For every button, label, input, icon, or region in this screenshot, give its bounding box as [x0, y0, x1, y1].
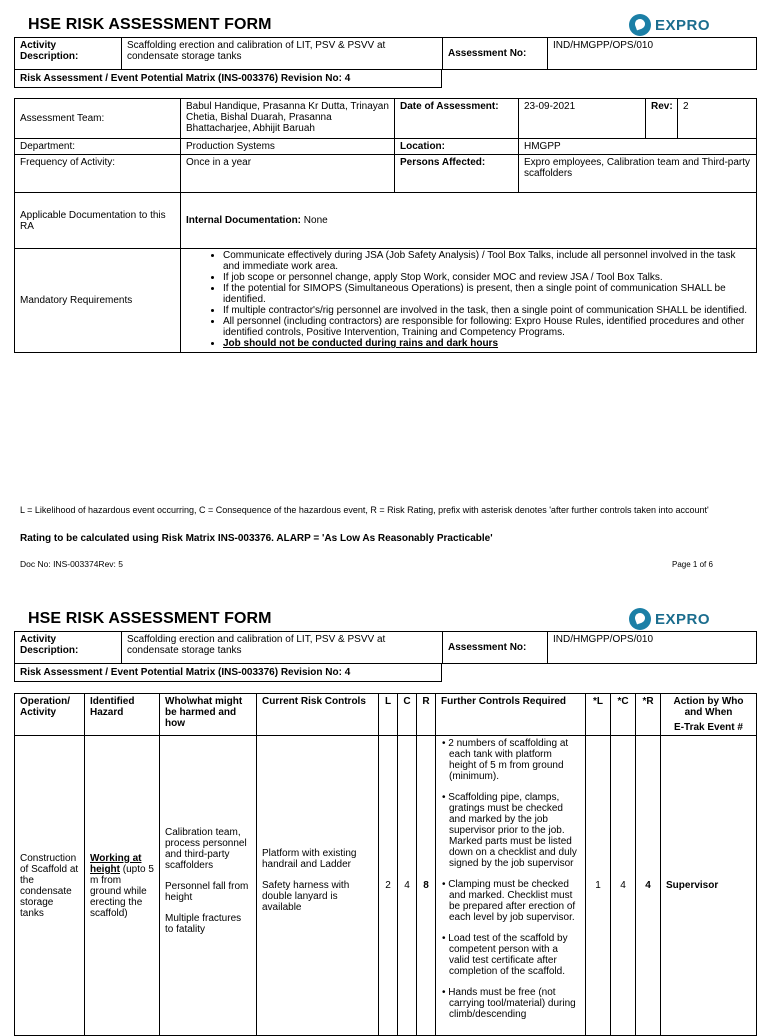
row-further	[436, 736, 586, 1036]
location-label: Location:	[395, 139, 519, 155]
row-controls	[257, 736, 379, 1036]
rev-value: 2	[678, 99, 757, 139]
col-operation: Operation/ Activity	[15, 694, 85, 736]
date-value: 23-09-2021	[519, 99, 646, 139]
persons-label: Persons Affected:	[395, 155, 519, 193]
row-l-after: 1	[586, 736, 611, 1036]
matrix-line-table	[14, 69, 442, 88]
activity-value: Scaffolding erection and calibration of LIT, PSV & PSVV at condensate storage tanks	[122, 38, 443, 70]
department-label: Department:	[15, 139, 181, 155]
further-item: • Clamping must be checked and marked. Checklist must be prepared after erection of each level by job supervisor.	[442, 879, 576, 923]
row-c: 4	[398, 736, 417, 1036]
col-c: C	[398, 694, 417, 736]
further-item-text: Hands must be free (not carrying tool/material) during climb/descending	[448, 987, 576, 1020]
legend-line: L = Likelihood of hazardous event occurring, C = Consequence of the hazardous event, R = Risk Rating, prefix with asterisk denotes 'after further controls taken into account'	[20, 505, 709, 515]
col-further: Further Controls Required	[436, 694, 586, 736]
activity-label: Activity Description:	[15, 38, 122, 70]
assessment-no-label: Assessment No:	[443, 632, 548, 664]
activity-header-table-page2	[14, 631, 757, 664]
page-number: Page 1 of 6	[672, 560, 713, 569]
col-who: Who\what might be harmed and how	[160, 694, 257, 736]
hazard-detail: (upto 5 m from ground while erecting the scaffold)	[90, 863, 154, 919]
assessment-info-table	[14, 98, 757, 353]
activity-header-table	[14, 37, 757, 70]
mandatory-item: • If the potential for SIMOPS (Simultaneous Operations) is present, then a single point of communication SHALL be identified.	[223, 283, 752, 305]
mandatory-cell	[181, 249, 757, 353]
further-item: • Hands must be free (not carrying tool/material) during climb/descending	[442, 987, 576, 1020]
assessment-no-value: IND/HMGPP/OPS/010	[548, 38, 757, 70]
rev-label: Rev:	[646, 99, 678, 139]
frequency-label: Frequency of Activity:	[15, 155, 181, 193]
col-r-after: *R	[636, 694, 661, 736]
mandatory-item: • Communicate effectively during JSA (Job Safety Analysis) / Tool Box Talks, include all personnel involved in the task and immediate work area.	[223, 250, 752, 272]
row-r-after: 4	[636, 736, 661, 1036]
mandatory-item-rains: • Job should not be conducted during rains and dark hours	[223, 338, 752, 349]
further-item-text: Clamping must be checked and marked. Checklist must be prepared after erection of each level by job supervisor.	[448, 879, 576, 923]
row-r: 8	[417, 736, 436, 1036]
row-l: 2	[379, 736, 398, 1036]
docs-label: Applicable Documentation to this RA	[15, 193, 181, 249]
row-who	[160, 736, 257, 1036]
row-action: Supervisor	[661, 736, 757, 1036]
form-title-page2: HSE RISK ASSESSMENT FORM	[28, 610, 272, 627]
assessment-no-label: Assessment No:	[443, 38, 548, 70]
who-item: Multiple fractures to fatality	[165, 912, 242, 935]
mandatory-item: • If multiple contractor's/rig personnel are involved in the task, then a single point of communication SHALL be identified.	[223, 305, 752, 316]
control-item: Platform with existing handrail and Ladder	[262, 848, 357, 870]
matrix-line: Risk Assessment / Event Potential Matrix (INS-003376) Revision No: 4	[15, 664, 442, 682]
row-c-after: 4	[611, 736, 636, 1036]
expro-logo-icon	[629, 14, 651, 36]
col-c-after: *C	[611, 694, 636, 736]
internal-doc-value: None	[303, 215, 328, 226]
form-title: HSE RISK ASSESSMENT FORM	[28, 16, 272, 33]
expro-logo	[629, 14, 710, 36]
department-value: Production Systems	[181, 139, 395, 155]
frequency-value: Once in a year	[181, 155, 395, 193]
mandatory-list	[185, 250, 752, 349]
col-l: L	[379, 694, 398, 736]
further-item-text: 2 numbers of scaffolding at each tank with platform height of 5 m from ground (minimum).	[448, 738, 569, 782]
who-item: Personnel fall from height	[165, 880, 249, 903]
col-controls: Current Risk Controls	[257, 694, 379, 736]
location-value: HMGPP	[519, 139, 757, 155]
mandatory-item: • If job scope or personnel change, apply Stop Work, consider MOC and review JSA / Tool Box Talks.	[223, 272, 752, 283]
date-label: Date of Assessment:	[395, 99, 519, 139]
logo-text: EXPRO	[655, 610, 711, 628]
further-item: • Load test of the scaffold by competent person with a valid test certificate after completion of the scaffold.	[442, 933, 568, 977]
team-label: Assessment Team:	[15, 99, 181, 139]
persons-value: Expro employees, Calibration team and Third-party scaffolders	[519, 155, 757, 193]
row-hazard	[85, 736, 160, 1036]
col-l-after: *L	[586, 694, 611, 736]
activity-value: Scaffolding erection and calibration of LIT, PSV & PSVV at condensate storage tanks	[122, 632, 443, 664]
mandatory-label: Mandatory Requirements	[15, 249, 181, 353]
hazard-title: Working at height	[90, 852, 142, 875]
activity-label: Activity Description:	[15, 632, 122, 664]
col-hazard: Identified Hazard	[85, 694, 160, 736]
rating-line: Rating to be calculated using Risk Matrix INS-003376. ALARP = 'As Low As Reasonably Practicable'	[20, 533, 493, 544]
team-value: Babul Handique, Prasanna Kr Dutta, Trinayan Chetia, Bishal Duarah, Prasanna Bhattacharjee, Abhijit Baruah	[181, 99, 395, 139]
row-operation: Construction of Scaffold at the condensate storage tanks	[15, 736, 85, 1036]
assessment-no-value: IND/HMGPP/OPS/010	[548, 632, 757, 664]
col-etrak-label: E-Trak Event #	[674, 722, 743, 733]
expro-logo-page2	[629, 608, 710, 630]
expro-logo-icon	[629, 608, 651, 630]
matrix-line: Risk Assessment / Event Potential Matrix (INS-003376) Revision No: 4	[15, 70, 442, 88]
who-item: Calibration team, process personnel and third-party scaffolders	[165, 826, 247, 871]
internal-doc-cell	[181, 193, 757, 249]
logo-text: EXPRO	[655, 16, 711, 34]
further-item-text: Scaffolding pipe, clamps, gratings must be checked and marked by the job supervisor prior to the job. Marked parts must be listed down on a checklist and duly signed by the job supervisor	[448, 792, 577, 869]
internal-doc-label: Internal Documentation:	[186, 215, 302, 226]
col-action-label: Action by Who and When	[673, 696, 744, 718]
further-item-text: Load test of the scaffold by competent person with a valid test certificate after completion of the scaffold.	[448, 933, 568, 977]
risk-assessment-table	[14, 693, 757, 1036]
further-item: • 2 numbers of scaffolding at each tank with platform height of 5 m from ground (minimum).	[442, 738, 569, 782]
doc-number: Doc No: INS-003374Rev: 5	[20, 559, 123, 569]
control-item: Safety harness with double lanyard is available	[262, 880, 350, 913]
matrix-line-table-page2	[14, 663, 442, 682]
col-r: R	[417, 694, 436, 736]
further-item: • Scaffolding pipe, clamps, gratings must be checked and marked by the job supervisor prior to the job. Marked parts must be listed down on a checklist and duly signed by the job supervisor	[442, 792, 577, 869]
col-action	[661, 694, 757, 736]
mandatory-item: • All personnel (including contractors) are responsible for following: Expro House Rules, identified procedures and other identified controls, Positive Intervention, Training and Competency Programs.	[223, 316, 752, 338]
